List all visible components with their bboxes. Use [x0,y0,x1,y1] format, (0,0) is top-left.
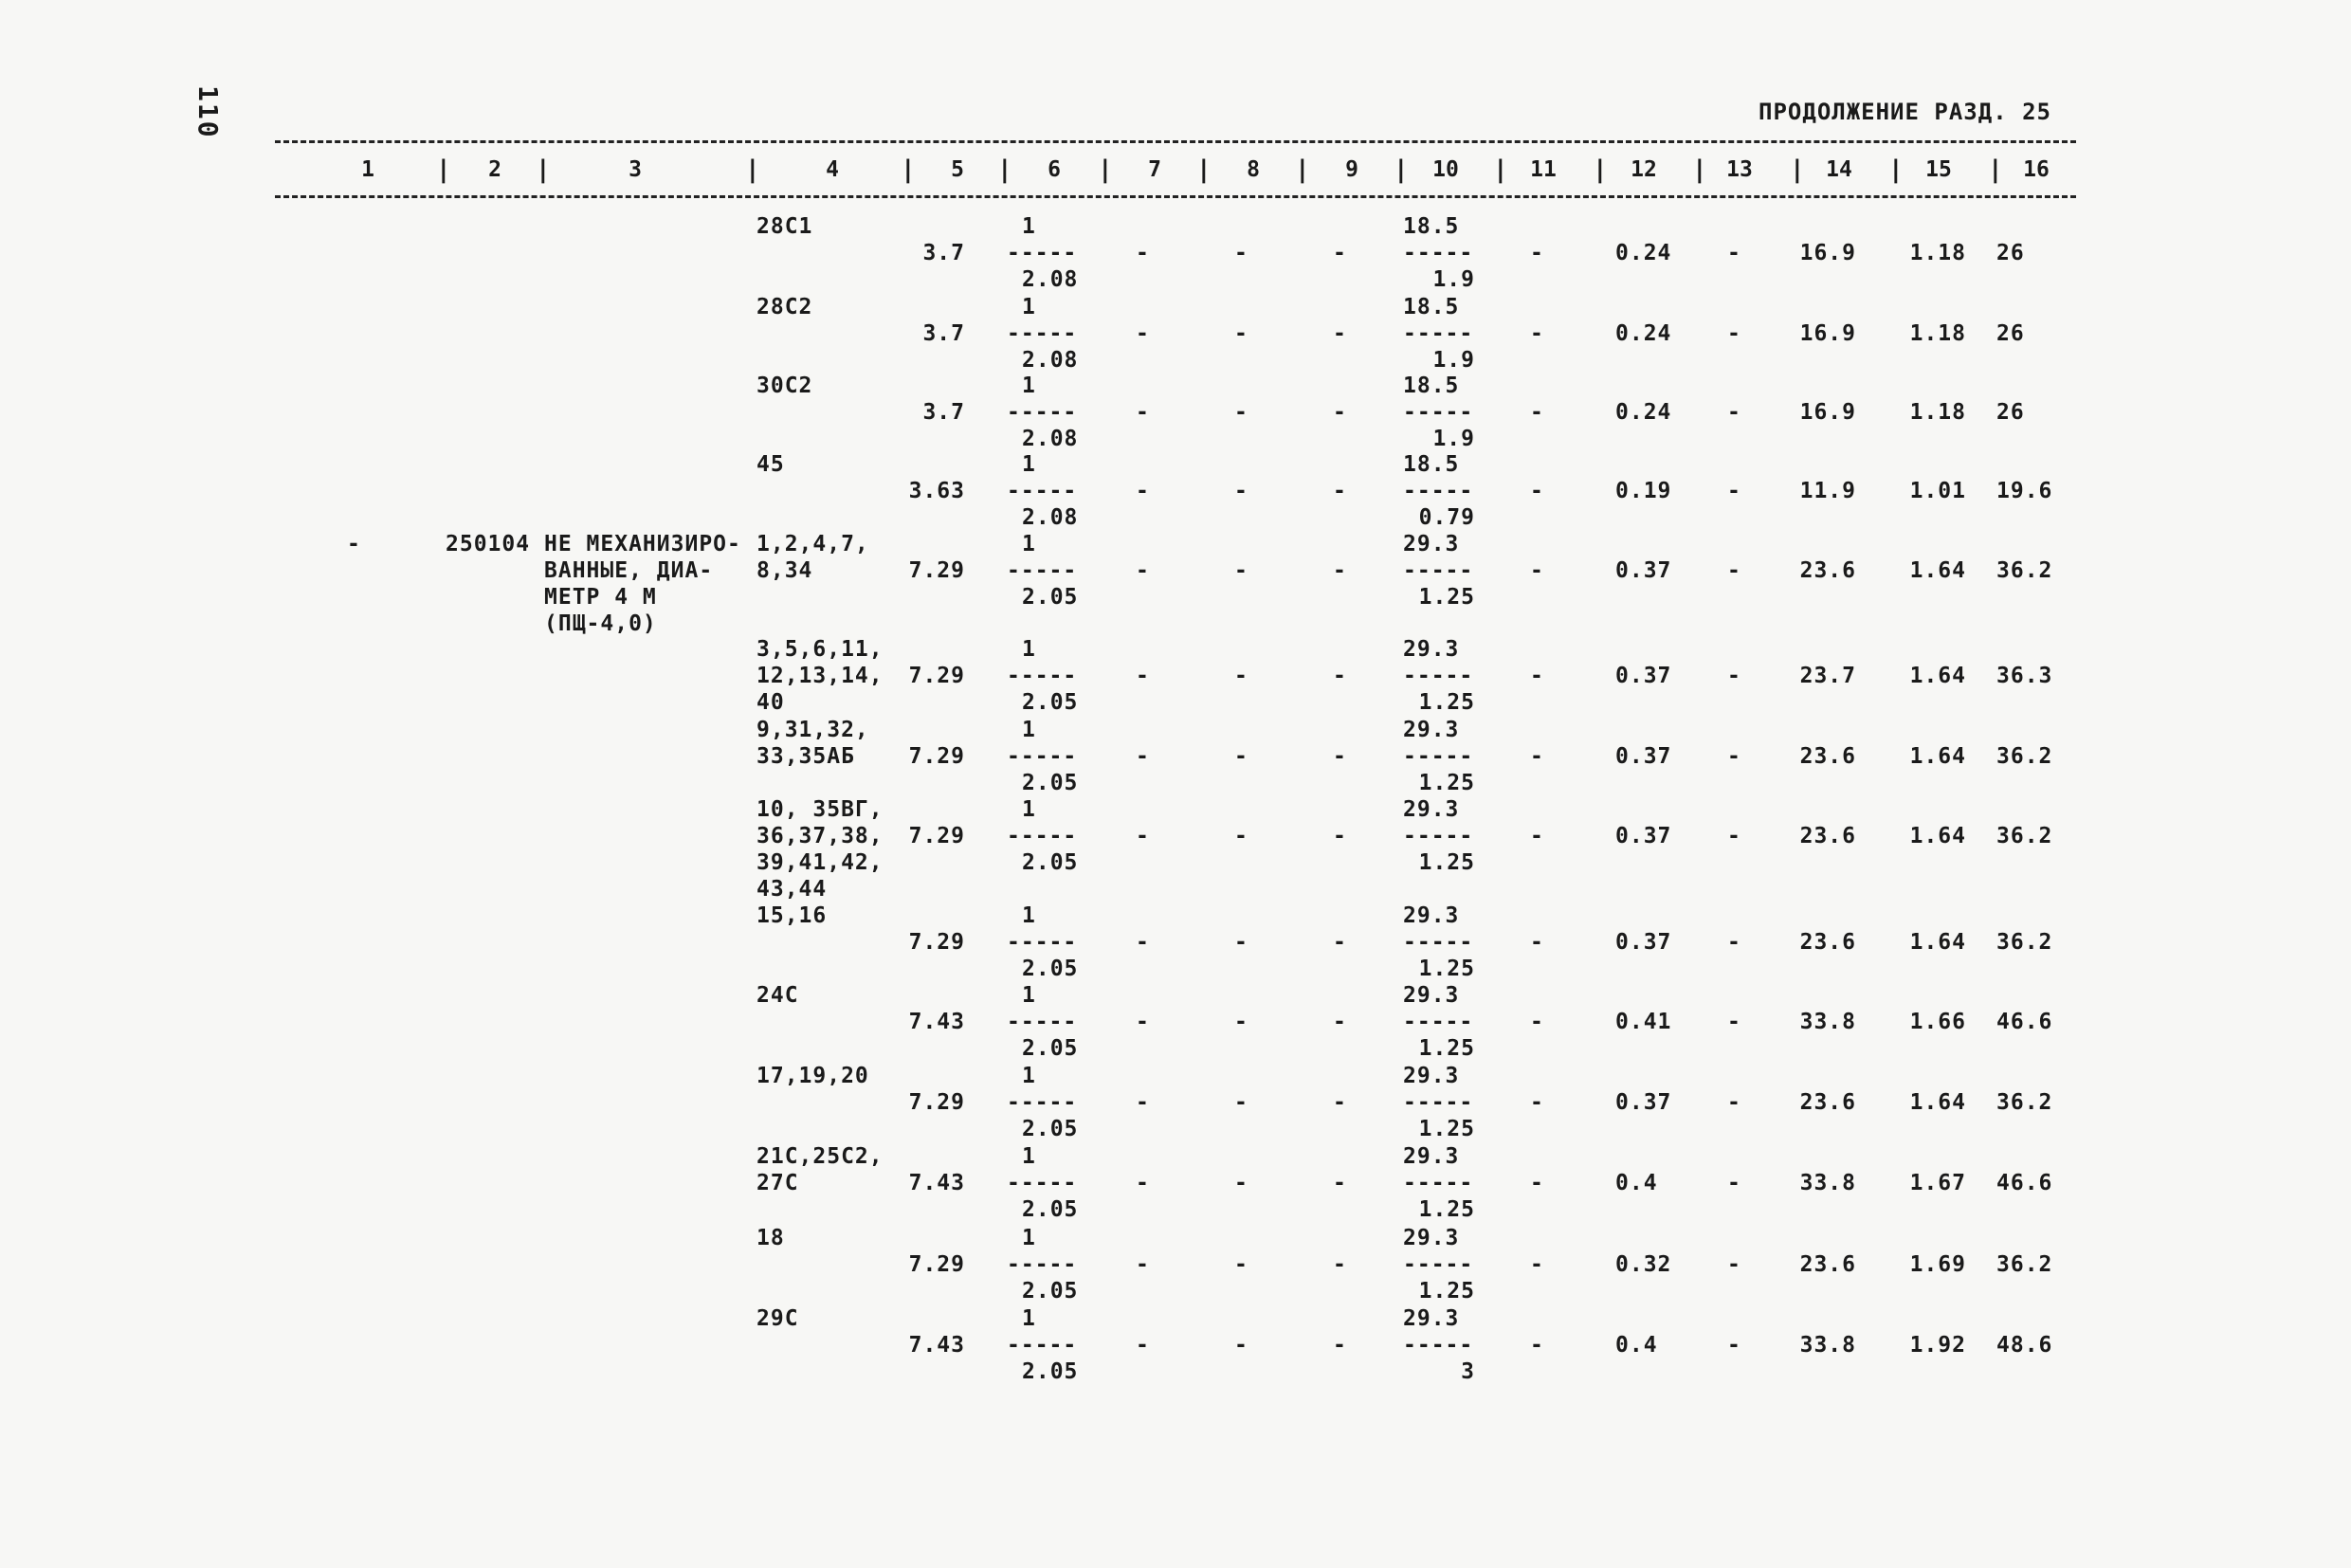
cell-col8: - [1234,1090,1248,1115]
row-designation: 30С2 [756,374,813,398]
cell-col15: 1.92 [1909,1333,1966,1358]
cell-col7: - [1136,558,1150,583]
fraction-bar: ----- [1403,664,1474,688]
cell-col10-numerator: 29.3 [1403,1064,1460,1088]
cell-col16: 36.3 [1996,664,2053,688]
cell-col8: - [1234,321,1248,346]
cell-col13: - [1727,930,1741,955]
fraction-bar: ----- [1403,1171,1474,1195]
cell-col12: 0.4 [1615,1333,1658,1358]
cell-col6-numerator: 1 [1022,1064,1036,1088]
fraction-bar: ----- [1007,1171,1078,1195]
cell-col6-numerator: 1 [1022,214,1036,239]
cell-col9: - [1333,400,1347,425]
cell-col6-denominator: 2.05 [1022,690,1079,715]
header-separator: | [997,155,1012,184]
cell-col11: - [1530,400,1544,425]
header-separator: | [1593,155,1608,184]
item-code: 250104 [446,532,531,556]
cell-col9: - [1333,1010,1347,1034]
cell-col13: - [1727,1252,1741,1277]
row-designation: 33,35АБ [756,744,855,769]
cell-col5: 3.7 [922,241,965,265]
cell-col6-denominator: 2.05 [1022,1036,1079,1061]
cell-col8: - [1234,479,1248,503]
fraction-bar: ----- [1007,744,1078,769]
fraction-bar: ----- [1403,930,1474,955]
row-designation: 29С [756,1306,799,1331]
cell-col12: 0.19 [1615,479,1672,503]
row-designation: 39,41,42, [756,850,884,875]
cell-col14: 33.8 [1799,1010,1856,1034]
cell-col6-denominator: 2.05 [1022,957,1079,981]
page-number: 110 [192,85,224,139]
fraction-bar: ----- [1007,400,1078,425]
cell-col8: - [1234,1010,1248,1034]
cell-col14: 23.7 [1799,664,1856,688]
cell-col11: - [1530,1010,1544,1034]
cell-col5: 7.43 [908,1333,965,1358]
cell-col8: - [1234,1252,1248,1277]
cell-col15: 1.64 [1909,664,1966,688]
cell-col12: 0.37 [1615,744,1672,769]
item-name-line: ВАННЫЕ, ДИА- [544,558,714,583]
fraction-bar: ----- [1007,824,1078,848]
cell-col13: - [1727,1090,1741,1115]
cell-col6-denominator: 2.08 [1022,427,1079,451]
cell-col13: - [1727,400,1741,425]
cell-col6-numerator: 1 [1022,1144,1036,1169]
row-designation: 27С [756,1171,799,1195]
cell-col16: 36.2 [1996,1252,2053,1277]
cell-col5: 7.29 [908,1252,965,1277]
cell-col5: 7.29 [908,930,965,955]
cell-col10-numerator: 18.5 [1403,295,1460,319]
cell-col10-numerator: 29.3 [1403,718,1460,742]
header-col-11: 11 [1530,157,1557,182]
fraction-bar: ----- [1007,930,1078,955]
header-col-10: 10 [1432,157,1459,182]
cell-col14: 16.9 [1799,241,1856,265]
fraction-bar: ----- [1007,479,1078,503]
cell-col14: 23.6 [1799,930,1856,955]
cell-col10-numerator: 29.3 [1403,797,1460,822]
cell-col5: 7.43 [908,1010,965,1034]
cell-col14: 16.9 [1799,321,1856,346]
row-designation: 10, 35ВГ, [756,797,884,822]
row-designation: 15,16 [756,903,828,928]
cell-col10-numerator: 18.5 [1403,374,1460,398]
header-separator: | [1196,155,1212,184]
cell-col6-numerator: 1 [1022,903,1036,928]
cell-col10-denominator: 1.9 [1432,427,1475,451]
cell-col14: 23.6 [1799,1252,1856,1277]
cell-col16: 46.6 [1996,1171,2053,1195]
cell-col16: 19.6 [1996,479,2053,503]
cell-col7: - [1136,930,1150,955]
row-designation: 8,34 [756,558,813,583]
fraction-bar: ----- [1007,1010,1078,1034]
cell-col10-denominator: 1.25 [1418,957,1475,981]
cell-col11: - [1530,241,1544,265]
cell-col6-denominator: 2.08 [1022,267,1079,292]
cell-col10-denominator: 0.79 [1418,505,1475,530]
cell-col7: - [1136,479,1150,503]
cell-col15: 1.69 [1909,1252,1966,1277]
row-designation: 45 [756,452,785,477]
cell-col10-denominator: 1.25 [1418,1036,1475,1061]
cell-col8: - [1234,664,1248,688]
row-designation: 12,13,14, [756,664,884,688]
cell-col9: - [1333,1090,1347,1115]
cell-col11: - [1530,321,1544,346]
cell-col12: 0.37 [1615,664,1672,688]
fraction-bar: ----- [1403,1090,1474,1115]
header-separator: | [436,155,451,184]
cell-col6-denominator: 2.05 [1022,850,1079,875]
cell-col8: - [1234,1171,1248,1195]
fraction-bar: ----- [1403,1333,1474,1358]
cell-col6-denominator: 2.05 [1022,585,1079,610]
cell-col13: - [1727,321,1741,346]
cell-col9: - [1333,1333,1347,1358]
cell-col6-denominator: 2.05 [1022,1279,1079,1304]
fraction-bar: ----- [1007,1333,1078,1358]
cell-col13: - [1727,1171,1741,1195]
cell-col12: 0.4 [1615,1171,1658,1195]
header-separator: | [1098,155,1113,184]
cell-col12: 0.24 [1615,321,1672,346]
table-rule-top [275,140,2076,143]
cell-col15: 1.64 [1909,824,1966,848]
row-designation: 24С [756,983,799,1008]
cell-col14: 33.8 [1799,1171,1856,1195]
cell-col15: 1.18 [1909,400,1966,425]
row-designation: 3,5,6,11, [756,637,884,662]
cell-col14: 23.6 [1799,824,1856,848]
cell-col14: 23.6 [1799,1090,1856,1115]
cell-col11: - [1530,1171,1544,1195]
cell-col15: 1.18 [1909,241,1966,265]
cell-col15: 1.64 [1909,558,1966,583]
cell-col9: - [1333,664,1347,688]
cell-col5: 7.29 [908,744,965,769]
cell-col11: - [1530,1090,1544,1115]
table-header-row [275,157,2076,190]
cell-col13: - [1727,558,1741,583]
cell-col7: - [1136,400,1150,425]
cell-col11: - [1530,558,1544,583]
cell-col10-denominator: 1.25 [1418,1197,1475,1222]
cell-col10-denominator: 1.25 [1418,690,1475,715]
cell-col16: 46.6 [1996,1010,2053,1034]
cell-col15: 1.01 [1909,479,1966,503]
cell-col11: - [1530,930,1544,955]
item-name-line: МЕТР 4 М [544,585,657,610]
cell-col6-denominator: 2.05 [1022,771,1079,795]
cell-col6-numerator: 1 [1022,637,1036,662]
cell-col11: - [1530,664,1544,688]
row-designation: 9,31,32, [756,718,869,742]
cell-col9: - [1333,824,1347,848]
cell-col12: 0.37 [1615,930,1672,955]
cell-col16: 36.2 [1996,1090,2053,1115]
cell-col16: 36.2 [1996,824,2053,848]
header-separator: | [1888,155,1904,184]
cell-col7: - [1136,1010,1150,1034]
row-designation: 21С,25С2, [756,1144,884,1169]
cell-col9: - [1333,930,1347,955]
cell-col10-denominator: 1.25 [1418,1279,1475,1304]
row-designation: 40 [756,690,785,715]
header-col-8: 8 [1247,157,1260,182]
cell-col14: 23.6 [1799,558,1856,583]
fraction-bar: ----- [1007,1090,1078,1115]
header-separator: | [536,155,551,184]
cell-col8: - [1234,930,1248,955]
header-col-5: 5 [951,157,964,182]
fraction-bar: ----- [1403,241,1474,265]
cell-col12: 0.37 [1615,824,1672,848]
cell-col9: - [1333,558,1347,583]
row-designation: 18 [756,1226,785,1250]
cell-col10-numerator: 29.3 [1403,1306,1460,1331]
fraction-bar: ----- [1007,321,1078,346]
cell-col6-denominator: 2.08 [1022,505,1079,530]
cell-col7: - [1136,824,1150,848]
cell-col11: - [1530,479,1544,503]
cell-col10-denominator: 1.25 [1418,1117,1475,1141]
cell-col16: 26 [1996,241,2025,265]
cell-col12: 0.24 [1615,241,1672,265]
cell-col6-numerator: 1 [1022,452,1036,477]
cell-col11: - [1530,1333,1544,1358]
cell-col15: 1.64 [1909,1090,1966,1115]
cell-col12: 0.24 [1615,400,1672,425]
cell-col8: - [1234,1333,1248,1358]
cell-col6-numerator: 1 [1022,718,1036,742]
cell-col10-numerator: 29.3 [1403,1226,1460,1250]
cell-col7: - [1136,1252,1150,1277]
cell-col9: - [1333,241,1347,265]
header-separator: | [745,155,760,184]
cell-col12: 0.41 [1615,1010,1672,1034]
cell-col9: - [1333,1171,1347,1195]
header-col-2: 2 [488,157,501,182]
cell-col10-numerator: 18.5 [1403,452,1460,477]
header-col-16: 16 [2023,157,2050,182]
cell-col11: - [1530,1252,1544,1277]
header-separator: | [901,155,916,184]
cell-col10-numerator: 29.3 [1403,903,1460,928]
cell-col10-denominator: 3 [1461,1359,1475,1384]
section-header: ПРОДОЛЖЕНИЕ РАЗД. 25 [1759,99,2051,125]
cell-col9: - [1333,321,1347,346]
cell-col16: 26 [1996,400,2025,425]
fraction-bar: ----- [1403,479,1474,503]
table-rule-header [275,195,2076,198]
cell-col6-denominator: 2.05 [1022,1197,1079,1222]
header-separator: | [1692,155,1707,184]
fraction-bar: ----- [1007,664,1078,688]
cell-col10-denominator: 1.9 [1432,267,1475,292]
item-name-line: НЕ МЕХАНИЗИРО- [544,532,741,556]
item-name-line: (ПЩ-4,0) [544,611,657,636]
header-separator: | [1295,155,1310,184]
cell-col8: - [1234,744,1248,769]
cell-col10-numerator: 18.5 [1403,214,1460,239]
cell-col16: 36.2 [1996,558,2053,583]
header-separator: | [1988,155,2003,184]
cell-col6-denominator: 2.05 [1022,1359,1079,1384]
row-designation: 43,44 [756,877,828,902]
cell-col10-denominator: 1.9 [1432,348,1475,373]
cell-col13: - [1727,1010,1741,1034]
fraction-bar: ----- [1403,558,1474,583]
cell-col10-numerator: 29.3 [1403,983,1460,1008]
cell-col9: - [1333,744,1347,769]
cell-col5: 7.29 [908,824,965,848]
cell-col10-denominator: 1.25 [1418,771,1475,795]
row-designation: 36,37,38, [756,824,884,848]
cell-col15: 1.64 [1909,744,1966,769]
header-separator: | [1493,155,1508,184]
item-col1: - [347,532,361,556]
cell-col16: 26 [1996,321,2025,346]
cell-col5: 3.63 [908,479,965,503]
cell-col6-numerator: 1 [1022,983,1036,1008]
header-col-1: 1 [361,157,374,182]
header-col-14: 14 [1826,157,1852,182]
cell-col12: 0.37 [1615,558,1672,583]
fraction-bar: ----- [1403,400,1474,425]
cell-col8: - [1234,824,1248,848]
cell-col11: - [1530,744,1544,769]
cell-col7: - [1136,744,1150,769]
cell-col16: 36.2 [1996,930,2053,955]
header-col-15: 15 [1925,157,1952,182]
cell-col5: 3.7 [922,321,965,346]
cell-col14: 16.9 [1799,400,1856,425]
cell-col15: 1.64 [1909,930,1966,955]
cell-col8: - [1234,400,1248,425]
cell-col9: - [1333,1252,1347,1277]
cell-col15: 1.66 [1909,1010,1966,1034]
cell-col6-numerator: 1 [1022,374,1036,398]
cell-col10-denominator: 1.25 [1418,585,1475,610]
cell-col7: - [1136,1171,1150,1195]
cell-col7: - [1136,1090,1150,1115]
cell-col9: - [1333,479,1347,503]
fraction-bar: ----- [1403,1010,1474,1034]
header-col-3: 3 [629,157,642,182]
cell-col7: - [1136,664,1150,688]
fraction-bar: ----- [1007,241,1078,265]
header-separator: | [1394,155,1409,184]
fraction-bar: ----- [1007,558,1078,583]
cell-col10-numerator: 29.3 [1403,1144,1460,1169]
cell-col11: - [1530,824,1544,848]
cell-col5: 3.7 [922,400,965,425]
cell-col8: - [1234,241,1248,265]
cell-col5: 7.29 [908,664,965,688]
fraction-bar: ----- [1403,824,1474,848]
cell-col12: 0.32 [1615,1252,1672,1277]
cell-col10-numerator: 29.3 [1403,637,1460,662]
cell-col5: 7.43 [908,1171,965,1195]
header-col-9: 9 [1345,157,1358,182]
cell-col6-numerator: 1 [1022,1226,1036,1250]
cell-col12: 0.37 [1615,1090,1672,1115]
fraction-bar: ----- [1007,1252,1078,1277]
cell-col13: - [1727,241,1741,265]
cell-col6-numerator: 1 [1022,1306,1036,1331]
cell-col10-denominator: 1.25 [1418,850,1475,875]
cell-col13: - [1727,664,1741,688]
cell-col5: 7.29 [908,558,965,583]
cell-col6-numerator: 1 [1022,532,1036,556]
header-separator: | [1790,155,1805,184]
cell-col6-numerator: 1 [1022,295,1036,319]
cell-col14: 11.9 [1799,479,1856,503]
cell-col6-denominator: 2.05 [1022,1117,1079,1141]
cell-col14: 33.8 [1799,1333,1856,1358]
cell-col6-numerator: 1 [1022,797,1036,822]
cell-col7: - [1136,241,1150,265]
cell-col7: - [1136,1333,1150,1358]
cell-col16: 36.2 [1996,744,2053,769]
cell-col5: 7.29 [908,1090,965,1115]
cell-col8: - [1234,558,1248,583]
header-col-6: 6 [1048,157,1061,182]
row-designation: 28С1 [756,214,813,239]
fraction-bar: ----- [1403,1252,1474,1277]
cell-col13: - [1727,479,1741,503]
fraction-bar: ----- [1403,744,1474,769]
cell-col15: 1.18 [1909,321,1966,346]
cell-col13: - [1727,824,1741,848]
cell-col15: 1.67 [1909,1171,1966,1195]
row-designation: 17,19,20 [756,1064,869,1088]
header-col-13: 13 [1726,157,1753,182]
cell-col13: - [1727,1333,1741,1358]
cell-col14: 23.6 [1799,744,1856,769]
header-col-12: 12 [1631,157,1657,182]
fraction-bar: ----- [1403,321,1474,346]
header-col-7: 7 [1148,157,1161,182]
row-designation: 28С2 [756,295,813,319]
cell-col13: - [1727,744,1741,769]
cell-col6-denominator: 2.08 [1022,348,1079,373]
cell-col10-numerator: 29.3 [1403,532,1460,556]
cell-col7: - [1136,321,1150,346]
cell-col16: 48.6 [1996,1333,2053,1358]
header-col-4: 4 [826,157,839,182]
row-designation: 1,2,4,7, [756,532,869,556]
